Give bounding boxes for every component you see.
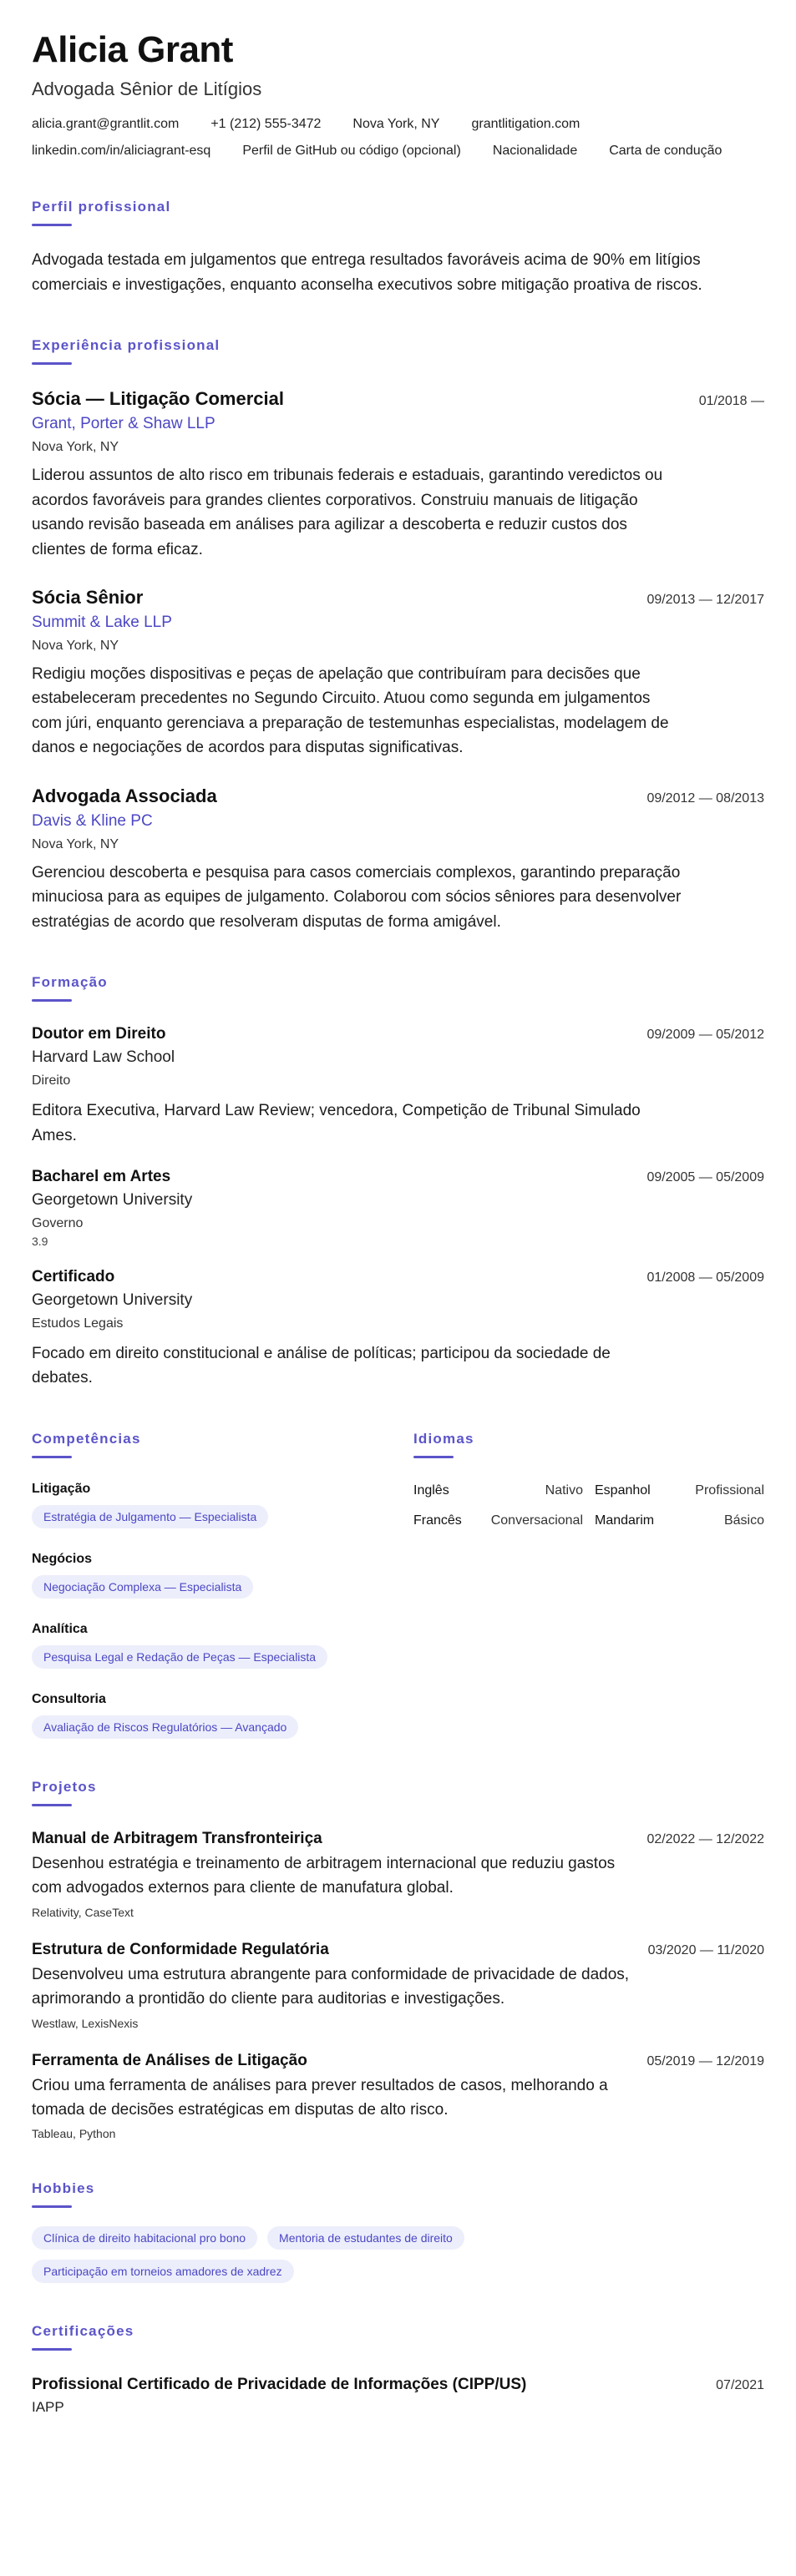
field-of-study: Direito	[32, 1073, 71, 1088]
skill-chip: Pesquisa Legal e Redação de Peças — Especialista	[32, 1645, 327, 1669]
job-location: Nova York, NY	[32, 440, 119, 455]
section-title: Experiência profissional	[32, 337, 221, 354]
section-title: Certificações	[32, 2323, 134, 2340]
job-dates: 09/2012 — 08/2013	[646, 790, 764, 806]
project-dates: 05/2019 — 12/2019	[646, 2053, 764, 2068]
project-description: Desenvolveu uma estrutura abrangente para conformidade de privacidade de dados, aprimorando a prontidão do cliente para auditorias e investigações.	[32, 1965, 630, 2008]
skill-group	[32, 1692, 391, 1739]
experience-section	[32, 337, 764, 934]
project-tools: Westlaw, LexisNexis	[32, 2016, 139, 2030]
skill-group	[32, 1482, 391, 1528]
education-dates: 09/2009 — 05/2012	[646, 1028, 764, 1043]
project-description: Desenhou estratégia e treinamento de arbitragem internacional que reduziu gastos com advogados externos para cliente de manufatura global.	[32, 1854, 616, 1897]
skill-chip: Estratégia de Julgamento — Especialista	[32, 1505, 268, 1528]
skills-languages-section	[32, 1431, 764, 1739]
project-title: Ferramenta de Análises de Litigação	[32, 2051, 307, 2069]
language-name: Espanhol	[595, 1482, 651, 1498]
project-tools: Relativity, CaseText	[32, 1905, 134, 1919]
summary-text: Advogada testada em julgamentos que entrega resultados favoráveis acima de 90% em litígios comerciais e investigações, enquanto aconselha executivos sobre mitigação proativa de riscos.	[32, 251, 702, 294]
skill-category: Analítica	[32, 1621, 88, 1636]
field-of-study: Governo	[32, 1215, 84, 1230]
candidate-name: Alicia Grant	[32, 29, 233, 70]
job-dates: 09/2013 — 12/2017	[646, 593, 764, 608]
skill-chip: Avaliação de Riscos Regulatórios — Avançado	[32, 1715, 298, 1739]
project-item	[32, 1941, 764, 2030]
education-description: Focado em direito constitucional e análise de políticas; participou da sociedade de debates.	[32, 1344, 611, 1387]
hobby-chip: Clínica de direito habitacional pro bono	[32, 2226, 257, 2250]
education-item	[32, 1025, 764, 1148]
candidate-headline: Advogada Sênior de Litígios	[32, 78, 262, 100]
degree-name: Certificado	[32, 1267, 115, 1285]
experience-item	[32, 785, 764, 934]
language-level: Básico	[723, 1513, 764, 1528]
education-section	[32, 974, 764, 1391]
section-title: Idiomas	[413, 1430, 474, 1447]
contact-nationality: Nacionalidade	[492, 144, 578, 159]
degree-name: Bacharel em Artes	[32, 1167, 171, 1185]
language-item	[595, 1483, 764, 1498]
skill-category: Litigação	[32, 1481, 91, 1496]
contact-linkedin[interactable]: linkedin.com/in/aliciagrant-esq	[32, 144, 211, 159]
language-item	[413, 1483, 583, 1498]
job-location: Nova York, NY	[32, 639, 119, 654]
company-name: Grant, Porter & Shaw LLP	[32, 415, 215, 433]
school-name: Harvard Law School	[32, 1048, 175, 1067]
skill-group	[32, 1622, 391, 1669]
contact-website[interactable]: grantlitigation.com	[471, 117, 581, 132]
section-divider	[413, 1456, 454, 1458]
job-location: Nova York, NY	[32, 836, 119, 851]
language-name: Mandarim	[595, 1513, 655, 1528]
hobby-list	[32, 2226, 566, 2283]
skill-group	[32, 1552, 391, 1599]
job-description: Redigiu moções dispositivas e peças de apelação que contribuíram para decisões que estabeleceram precedentes no Segundo Circuito. Atuou como segunda em julgamentos com júri, enquanto gerenciava a preparação de testemunhas especialistas, modelagem de danos e negociações de acordos para disputas significativas.	[32, 665, 669, 757]
language-level: Conversacional	[490, 1513, 583, 1528]
language-level: Profissional	[695, 1482, 764, 1498]
language-item	[413, 1513, 583, 1528]
project-dates: 03/2020 — 11/2020	[647, 1942, 764, 1957]
projects-section	[32, 1779, 764, 2141]
contact-driving-license: Carta de condução	[609, 144, 722, 159]
contact-phone[interactable]: +1 (212) 555-3472	[210, 117, 322, 132]
section-divider	[32, 2205, 72, 2208]
section-title: Formação	[32, 974, 108, 991]
language-level: Nativo	[545, 1482, 583, 1498]
degree-name: Doutor em Direito	[32, 1025, 166, 1043]
project-item	[32, 1830, 764, 1919]
hobbies-section	[32, 2180, 764, 2283]
project-title: Manual de Arbitragem Transfronteiriça	[32, 1829, 322, 1847]
project-tools: Tableau, Python	[32, 2127, 116, 2141]
job-description: Liderou assuntos de alto risco em tribunais federais e estaduais, garantindo veredictos ou acordos favoráveis para grandes clientes corporativos. Construiu manuais de litigação usando revisão baseada em análises para agilizar a descoberta e reduzir custos dos clientes de forma eficaz.	[32, 467, 663, 558]
contact-github[interactable]: Perfil de GitHub ou código (opcional)	[242, 144, 461, 159]
project-description: Criou uma ferramenta de análises para prever resultados de casos, melhorando a tomada de decisões estratégicas em disputas de alto risco.	[32, 2076, 608, 2119]
summary-section	[32, 199, 764, 297]
hobby-chip: Mentoria de estudantes de direito	[267, 2226, 464, 2250]
languages-column	[413, 1431, 764, 1739]
education-dates: 01/2008 — 05/2009	[646, 1270, 764, 1285]
section-divider	[32, 1804, 72, 1806]
job-description: Gerenciou descoberta e pesquisa para casos comerciais complexos, garantindo preparação minuciosa para as equipes de julgamento. Colaborou com sócios sêniores para desenvolver estratégias de acordo que resolveram disputas de forma amigável.	[32, 863, 682, 931]
certification-title: Profissional Certificado de Privacidade de Informações (CIPP/US)	[32, 2376, 527, 2394]
section-divider	[32, 1456, 72, 1458]
company-name: Summit & Lake LLP	[32, 614, 172, 632]
job-title: Sócia — Litigação Comercial	[32, 388, 284, 410]
certification-list	[32, 2376, 764, 2416]
skill-category: Consultoria	[32, 1691, 106, 1706]
contact-email[interactable]: alicia.grant@grantlit.com	[32, 117, 180, 132]
education-description: Editora Executiva, Harvard Law Review; vencedora, Competição de Tribunal Simulado Ames.	[32, 1102, 641, 1144]
language-list	[413, 1483, 764, 1528]
experience-item	[32, 587, 764, 760]
project-item	[32, 2052, 764, 2141]
section-title: Perfil profissional	[32, 199, 171, 215]
hobby-chip: Participação em torneios amadores de xadrez	[32, 2260, 294, 2283]
contact-list	[32, 117, 764, 159]
resume-header	[32, 30, 764, 159]
section-title: Competências	[32, 1430, 141, 1447]
education-dates: 09/2005 — 05/2009	[646, 1169, 764, 1184]
section-divider	[32, 2348, 72, 2351]
experience-list	[32, 388, 764, 934]
education-list	[32, 1025, 764, 1391]
language-name: Inglês	[413, 1482, 449, 1498]
contact-location: Nova York, NY	[352, 117, 440, 132]
education-item	[32, 1168, 764, 1248]
skill-category: Negócios	[32, 1551, 93, 1566]
education-item	[32, 1268, 764, 1391]
education-grade: 3.9	[32, 1234, 48, 1248]
field-of-study: Estudos Legais	[32, 1316, 124, 1331]
language-name: Francês	[413, 1513, 462, 1528]
certification-date: 07/2021	[716, 2378, 764, 2393]
language-item	[595, 1513, 764, 1528]
experience-item	[32, 388, 764, 562]
company-name: Davis & Kline PC	[32, 811, 153, 830]
section-title: Projetos	[32, 1778, 97, 1795]
skill-chip: Negociação Complexa — Especialista	[32, 1575, 253, 1599]
school-name: Georgetown University	[32, 1190, 193, 1209]
certification-issuer: IAPP	[32, 2399, 64, 2416]
school-name: Georgetown University	[32, 1291, 193, 1309]
project-list	[32, 1830, 764, 2141]
section-divider	[32, 362, 72, 365]
project-title: Estrutura de Conformidade Regulatória	[32, 1940, 329, 1958]
project-dates: 02/2022 — 12/2022	[646, 1831, 764, 1846]
certifications-section	[32, 2323, 764, 2416]
certification-item	[32, 2376, 764, 2416]
job-title: Advogada Associada	[32, 785, 217, 806]
section-title: Hobbies	[32, 2180, 95, 2197]
skills-column	[32, 1431, 391, 1739]
section-divider	[32, 224, 72, 226]
job-title: Sócia Sênior	[32, 587, 144, 609]
job-dates: 01/2018 —	[698, 394, 764, 409]
section-divider	[32, 999, 72, 1002]
